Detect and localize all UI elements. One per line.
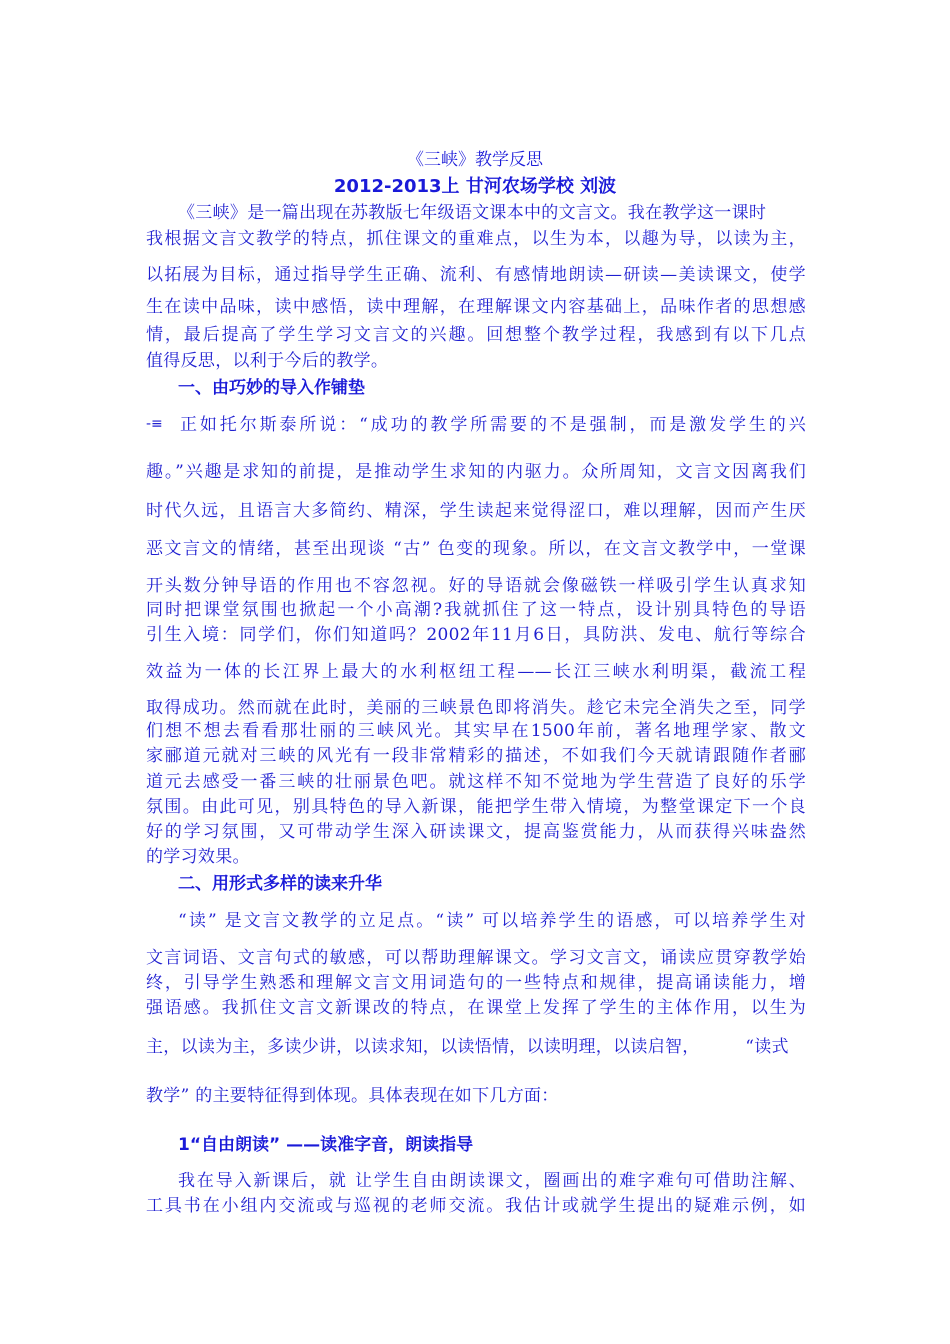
para3-line: 主，以读为主，多读少讲，以读求知，以读悟情，以读明理，以读启智， “读式: [146, 1037, 789, 1057]
list-bullet-mark: -≡: [146, 416, 163, 432]
para3-line: 教学” 的主要特征得到体现。具体表现在如下几方面：: [146, 1086, 559, 1106]
section-heading-2: 二、用形式多样的读来升华: [178, 874, 382, 894]
para3-line: 强语感。我抓住文言文新课改的特点，在课堂上发挥了学生的主体作用，以生为: [146, 998, 806, 1018]
para2-line: 氛围。由此可见，别具特色的导入新课，能把学生带入情境，为整堂课定下一个良: [146, 797, 806, 817]
para2-line: 取得成功。然而就在此时，美丽的三峡景色即将消失。趁它未完全消失之至，同学: [146, 698, 806, 718]
document-title: 《三峡》教学反思: [407, 150, 543, 170]
para4-line: 工具书在小组内交流或与巡视的老师交流。我估计或就学生提出的疑难示例，如: [146, 1196, 806, 1216]
section-heading-3: 1“自由朗读” ——读准字音，朗读指导: [178, 1135, 474, 1155]
para2-line: 道元去感受一番三峡的壮丽景色吧。就这样不知不觉地为学生营造了良好的乐学: [146, 772, 806, 792]
para1-line: 《三峡》是一篇出现在苏教版七年级语文课本中的文言文。我在教学这一课时: [178, 203, 767, 223]
para1-line: 生在读中品味，读中感悟，读中理解，在理解课文内容基础上，品味作者的思想感: [146, 297, 806, 317]
para1-line: 值得反思，以利于今后的教学。: [146, 351, 389, 371]
para2-line: 开头数分钟导语的作用也不容忽视。好的导语就会像磁铁一样吸引学生认真求知: [146, 576, 806, 596]
para4-line: 我在导入新课后，就 让学生自由朗读课文，圈画出的难字难句可借助注解、: [178, 1171, 806, 1191]
para2-line: 们想不想去看看那壮丽的三峡风光。其实早在1500年前，著名地理学家、散文: [146, 721, 806, 741]
para2-line: 引生入境：同学们，你们知道吗？2002年11月6日，具防洪、发电、航行等综合: [146, 625, 806, 645]
para3-line: 文言词语、文言句式的敏感，可以帮助理解课文。学习文言文，诵读应贯穿教学始: [146, 948, 806, 968]
para1-line: 以拓展为目标，通过指导学生正确、流利、有感情地朗读—研读—美读课文，使学: [146, 265, 806, 285]
para3-line: “读” 是文言文教学的立足点。“读” 可以培养学生的语感，可以培养学生对: [178, 911, 806, 931]
para2-line: 效益为一体的长江界上最大的水利枢纽工程——长江三峡水利明渠，截流工程: [146, 662, 806, 682]
para2-line: 趣。”兴趣是求知的前提，是推动学生求知的内驱力。众所周知，文言文因离我们: [146, 462, 806, 482]
para2-line: 正如托尔斯泰所说：“成功的教学所需要的不是强制，而是激发学生的兴: [180, 415, 806, 435]
para2-line: 好的学习氛围，又可带动学生深入研读课文，提高鉴赏能力，从而获得兴味盎然: [146, 822, 806, 842]
section-heading-1: 一、由巧妙的导入作铺垫: [178, 378, 365, 398]
para3-line: 终，引导学生熟悉和理解文言文用词造句的一些特点和规律，提高诵读能力，增: [146, 973, 806, 993]
para2-line: 家郦道元就对三峡的风光有一段非常精彩的描述，不如我们今天就请跟随作者郦: [146, 746, 806, 766]
para1-line: 情，最后提高了学生学习文言文的兴趣。回想整个教学过程，我感到有以下几点: [146, 325, 806, 345]
para1-line: 我根据文言文教学的特点，抓住课文的重难点，以生为本，以趣为导，以读为主，: [146, 229, 806, 249]
para2-line: 时代久远，且语言大多简约、精深，学生读起来觉得涩口，难以理解，因而产生厌: [146, 501, 806, 521]
para2-line: 的学习效果。: [146, 847, 250, 867]
document-subtitle: 2012-2013上 甘河农场学校 刘波: [333, 176, 617, 197]
para2-line: 同时把课堂氛围也掀起一个小高潮?我就抓住了这一特点，设计别具特色的导语: [146, 600, 806, 620]
para2-line: 恶文言文的情绪，甚至出现谈 “古” 色变的现象。所以，在文言文教学中，一堂课: [146, 539, 806, 559]
